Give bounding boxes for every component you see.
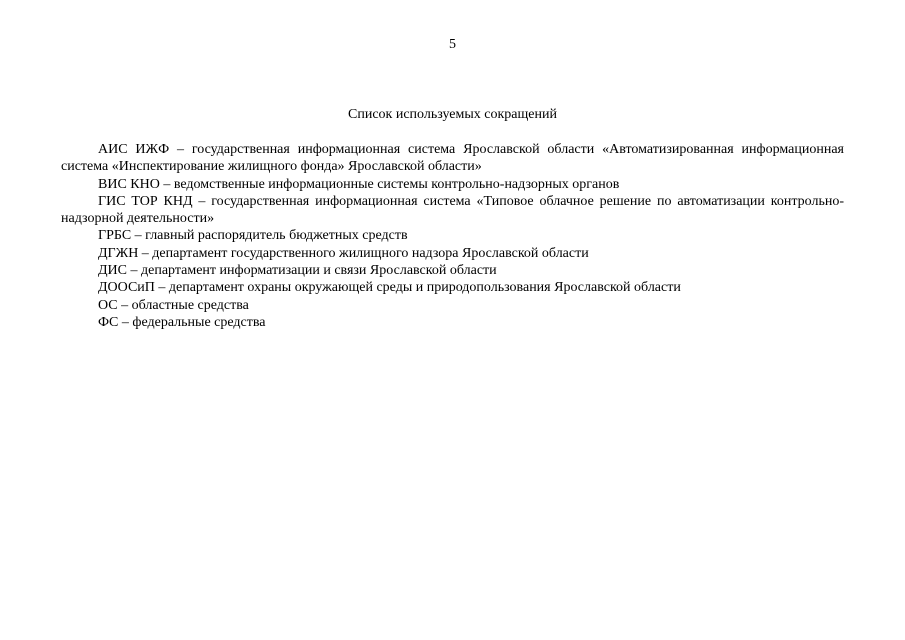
page-number: 5 <box>449 37 456 52</box>
abbreviation-item: ДИС – департамент информатизации и связи Ярославской области <box>98 263 497 279</box>
abbreviation-item: ДГЖН – департамент государственного жилищного надзора Ярославской области <box>98 245 589 261</box>
abbreviation-item: ВИС КНО – ведомственные информационные системы контрольно-надзорных органов <box>98 176 620 192</box>
abbreviation-item: ДООСиП – департамент охраны окружающей среды и природопользования Ярославской области <box>98 280 681 296</box>
abbreviation-item: ОС – областные средства <box>98 297 249 313</box>
abbreviation-item: АИС ИЖФ – государственная информационная система Ярославской области «Автоматизированная информационная система «Инспектирование жилищного фонда» Ярославской области» <box>61 142 844 175</box>
page-title: Список используемых сокращений <box>348 107 557 122</box>
abbreviation-list <box>61 141 844 331</box>
abbreviation-item: ГРБС – главный распорядитель бюджетных средств <box>98 228 408 244</box>
abbreviation-item: ГИС ТОР КНД – государственная информационная система «Типовое облачное решение по автоматизации контрольно-надзорной деятельности» <box>61 193 844 227</box>
abbreviation-item: ФС – федеральные средства <box>98 314 266 330</box>
